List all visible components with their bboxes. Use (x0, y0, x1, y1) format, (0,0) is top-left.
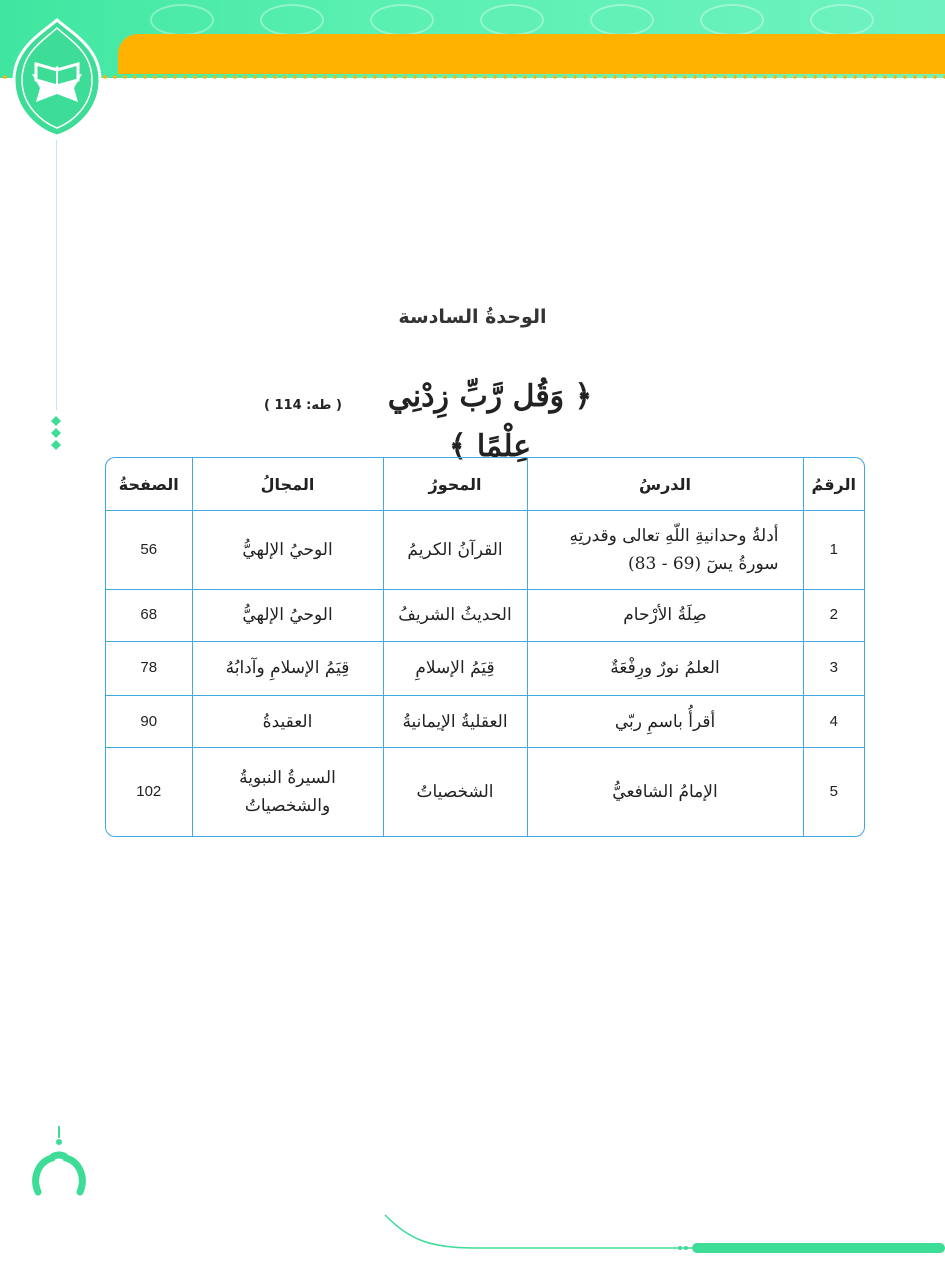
row-page[interactable]: 68 (106, 589, 192, 641)
row-number: 2 (803, 589, 864, 641)
header-lesson: الدرسُ (527, 458, 803, 511)
decorative-line (56, 140, 57, 410)
row-field: الوحيُ الإلهيُّ (192, 589, 383, 641)
row-axis: القرآنُ الكريمُ (383, 511, 527, 589)
header-pattern (700, 4, 764, 36)
row-lesson[interactable]: صِلَةُ الأرْحام (527, 589, 803, 641)
table-row (106, 641, 864, 695)
row-number: 3 (803, 641, 864, 695)
header-pattern (810, 4, 874, 36)
footer-ornament (380, 1210, 945, 1260)
field-line: السيرةُ النبويةُ (239, 768, 336, 789)
table-row (106, 748, 864, 836)
quran-verse: ﴿ وَقُل رَّبِّ زِدْنِي عِلْمًا ﴾ (387, 379, 593, 464)
row-number: 5 (803, 748, 864, 836)
unit-title: الوحدةُ السادسة (398, 306, 547, 328)
row-lesson[interactable]: أقرأُ باسمِ ربّي (527, 695, 803, 747)
header-number: الرقمُ (803, 458, 864, 511)
row-page[interactable]: 102 (106, 748, 192, 836)
header-axis: المحورُ (383, 458, 527, 511)
table-row (106, 695, 864, 747)
row-field: العقيدةُ (192, 695, 383, 747)
row-axis: العقليةُ الإيمانيةُ (383, 695, 527, 747)
header-page: الصفحةُ (106, 458, 192, 511)
field-line: الوحيُ الإلهيُّ (242, 539, 333, 560)
row-page[interactable]: 56 (106, 511, 192, 589)
table-row (106, 511, 864, 589)
header-pattern (480, 4, 544, 36)
row-axis: الشخصياتُ (383, 748, 527, 836)
header-pattern (260, 4, 324, 36)
row-lesson[interactable] (527, 511, 803, 589)
lesson-line: أدلةُ وحدانيةِ اللّهِ تعالى وقدرتِهِ (569, 525, 779, 546)
verse-reference: ( طه: 114 ) (264, 398, 342, 413)
row-field (192, 748, 383, 836)
lesson-line: سورةُ يسٓ (69 - 83) (628, 553, 779, 574)
header-field: المجالُ (192, 458, 383, 511)
header-dots (0, 74, 945, 80)
header-pattern (370, 4, 434, 36)
quran-book-icon (12, 18, 102, 138)
row-axis: قِيَمُ الإسلامِ (383, 641, 527, 695)
row-page[interactable]: 90 (106, 695, 192, 747)
contents-table (105, 457, 865, 837)
row-page[interactable]: 78 (106, 641, 192, 695)
header-orange-strip (118, 34, 945, 74)
header-pattern (590, 4, 654, 36)
lamp-icon (30, 1126, 88, 1196)
header-pattern (150, 4, 214, 36)
table-header-row (106, 458, 864, 511)
row-field (192, 511, 383, 589)
row-axis: الحديثُ الشريفُ (383, 589, 527, 641)
row-field: قِيَمُ الإسلامِ وآدابُهُ (192, 641, 383, 695)
row-number: 1 (803, 511, 864, 589)
row-lesson[interactable]: العلمُ نورٌ ورِفْعَةٌ (527, 641, 803, 695)
row-lesson[interactable]: الإمامُ الشافعيُّ (527, 748, 803, 836)
diamond-ornament-icon (50, 416, 62, 450)
row-number: 4 (803, 695, 864, 747)
table-row (106, 589, 864, 641)
field-line: والشخصياتُ (244, 796, 331, 817)
